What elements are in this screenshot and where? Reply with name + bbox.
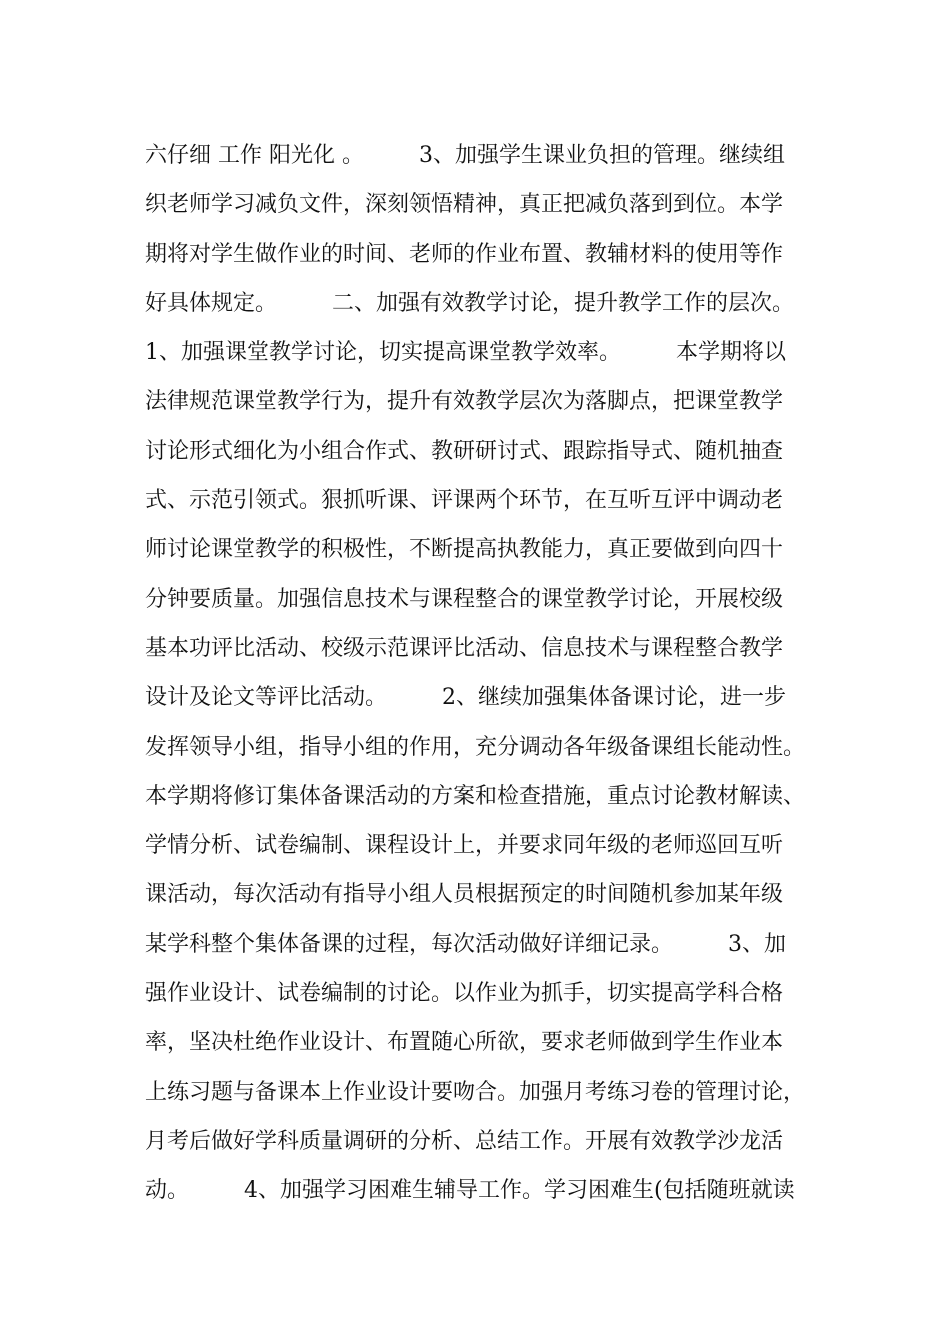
text-line: 1、加强课堂教学讨论，切实提高课堂教学效率。 本学期将以	[145, 340, 786, 366]
text-line: 动。 4、加强学习困难生辅导工作。学习困难生(包括随班就读	[145, 1178, 795, 1204]
text-line: 某学科整个集体备课的过程，每次活动做好详细记录。 3、加	[145, 931, 786, 957]
text-line: 率，坚决杜绝作业设计、布置随心所欲，要求老师做到学生作业本	[145, 1030, 784, 1056]
text-line: 基本功评比活动、校级示范课评比活动、信息技术与课程整合教学	[145, 635, 784, 661]
text-line: 强作业设计、试卷编制的讨论。以作业为抓手，切实提高学科合格	[145, 981, 784, 1007]
text-line: 六仔细 工作 阳光化 。 3、加强学生课业负担的管理。继续组	[145, 143, 785, 168]
text-line: 学情分析、试卷编制、课程设计上，并要求同年级的老师巡回互听	[145, 833, 784, 859]
text-line: 分钟要质量。加强信息技术与课程整合的课堂教学讨论，开展校级	[145, 586, 784, 612]
text-line: 月考后做好学科质量调研的分析、总结工作。开展有效教学沙龙活	[145, 1128, 784, 1154]
text-line: 织老师学习减负文件，深刻领悟精神，真正把减负落到到位。本学	[145, 192, 784, 218]
text-line: 上练习题与备课本上作业设计要吻合。加强月考练习卷的管理讨论，	[145, 1079, 806, 1105]
text-line: 设计及论文等评比活动。 2、继续加强集体备课讨论，进一步	[145, 685, 786, 711]
text-line: 本学期将修订集体备课活动的方案和检查措施，重点讨论教材解读、	[145, 783, 806, 809]
text-line: 式、示范引领式。狠抓听课、评课两个环节，在互听互评中调动老	[145, 488, 784, 514]
text-line: 好具体规定。 二、加强有效教学讨论，提升教学工作的层次。	[145, 290, 795, 316]
body-text	[145, 131, 825, 1216]
text-line: 讨论形式细化为小组合作式、教研研讨式、跟踪指导式、随机抽查	[145, 438, 784, 464]
text-line: 期将对学生做作业的时间、老师的作业布置、教辅材料的使用等作	[145, 241, 784, 267]
text-line: 课活动，每次活动有指导小组人员根据预定的时间随机参加某年级	[145, 882, 784, 908]
text-line: 师讨论课堂教学的积极性，不断提高执教能力，真正要做到向四十	[145, 537, 784, 563]
text-line: 发挥领导小组，指导小组的作用，充分调动各年级备课组长能动性。	[145, 734, 806, 760]
text-line: 法律规范课堂教学行为，提升有效教学层次为落脚点，把课堂教学	[145, 389, 784, 415]
